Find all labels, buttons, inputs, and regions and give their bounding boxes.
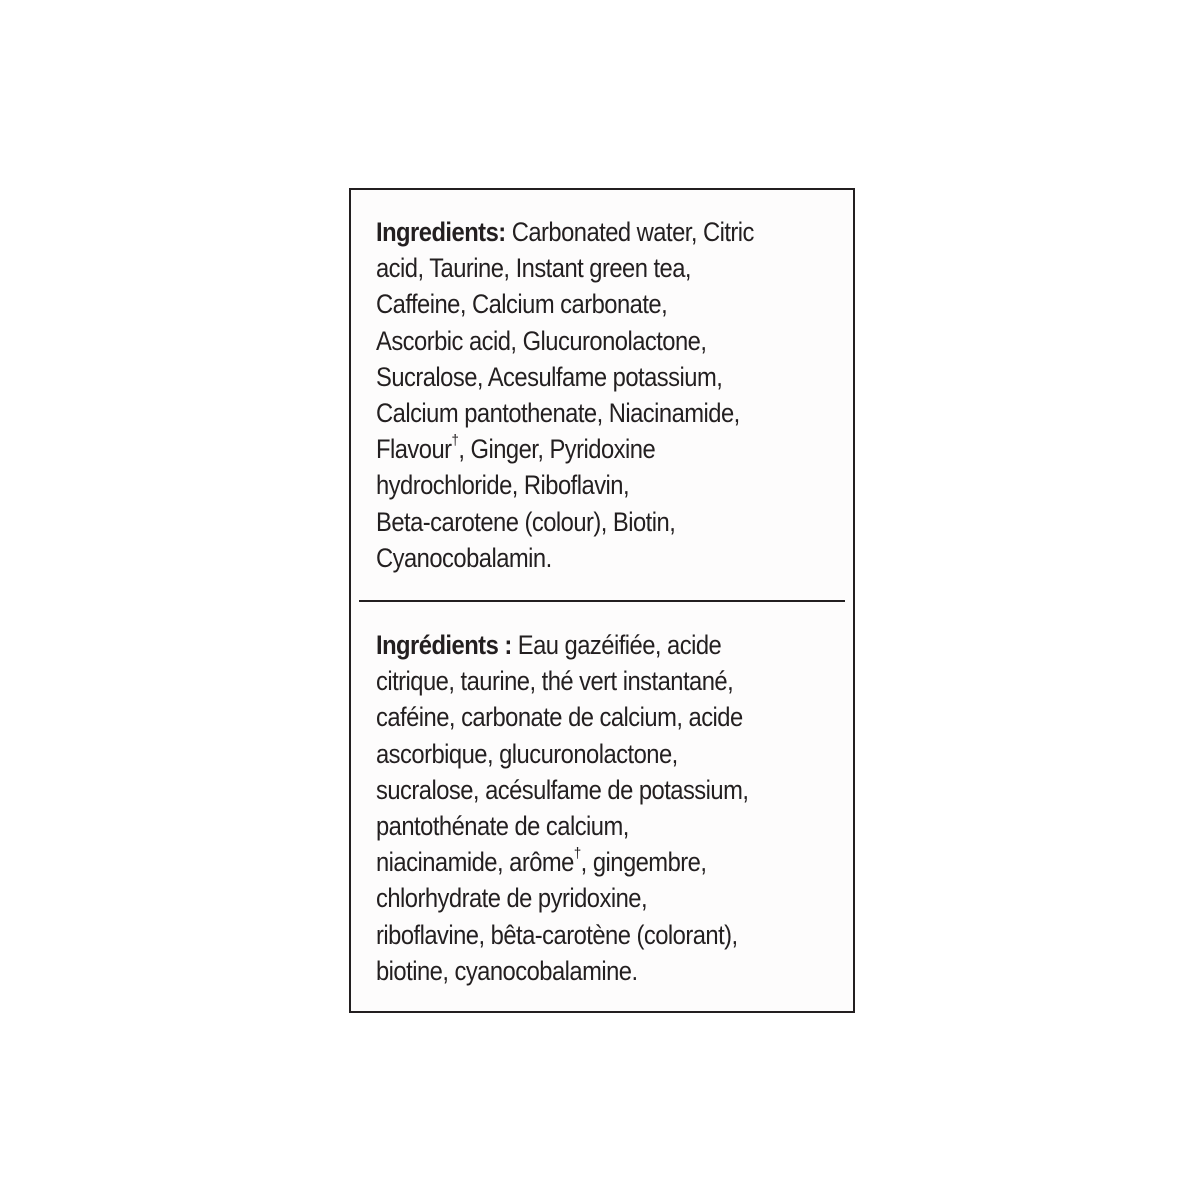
ingredients-line: Cyanocobalamin. xyxy=(376,542,552,573)
dagger-footnote-mark: † xyxy=(451,432,459,450)
ingredients-line: hydrochloride, Riboflavin, xyxy=(376,470,630,501)
french-ingredients xyxy=(376,627,787,989)
dagger-footnote-mark: † xyxy=(573,845,581,863)
ingredients-line: pantothénate de calcium, xyxy=(376,810,629,841)
english-heading: Ingredients: xyxy=(376,217,506,247)
ingredients-line: citrique, taurine, thé vert instantané, xyxy=(376,666,734,697)
ingredients-line: Ingrédients : Eau gazéifiée, acide xyxy=(376,630,722,660)
ingredients-line: niacinamide, arôme†, gingembre, xyxy=(376,845,707,878)
ingredients-line: Ascorbic acid, Glucuronolactone, xyxy=(376,325,707,356)
ingredients-line: Flavour†, Ginger, Pyridoxine xyxy=(376,432,656,465)
ingredients-line: riboflavine, bêta-carotène (colorant), xyxy=(376,919,738,950)
ingredients-line: acid, Taurine, Instant green tea, xyxy=(376,253,691,284)
ingredients-line: Caffeine, Calcium carbonate, xyxy=(376,289,668,320)
ingredients-line: biotine, cyanocobalamine. xyxy=(376,955,638,986)
english-ingredients xyxy=(376,214,787,576)
ingredients-line: Beta-carotene (colour), Biotin, xyxy=(376,506,676,537)
ingredients-line: sucralose, acésulfame de potassium, xyxy=(376,774,749,805)
french-heading: Ingrédients : xyxy=(376,630,512,660)
ingredients-line: Calcium pantothenate, Niacinamide, xyxy=(376,397,740,428)
ingredients-line: chlorhydrate de pyridoxine, xyxy=(376,883,648,914)
ingredients-label xyxy=(349,188,855,1013)
ingredients-line: Sucralose, Acesulfame potassium, xyxy=(376,361,723,392)
ingredients-line: Ingredients: Carbonated water, Citric xyxy=(376,217,754,247)
ingredients-line: ascorbique, glucuronolactone, xyxy=(376,738,678,769)
ingredients-line: caféine, carbonate de calcium, acide xyxy=(376,702,743,733)
section-divider xyxy=(359,600,845,602)
